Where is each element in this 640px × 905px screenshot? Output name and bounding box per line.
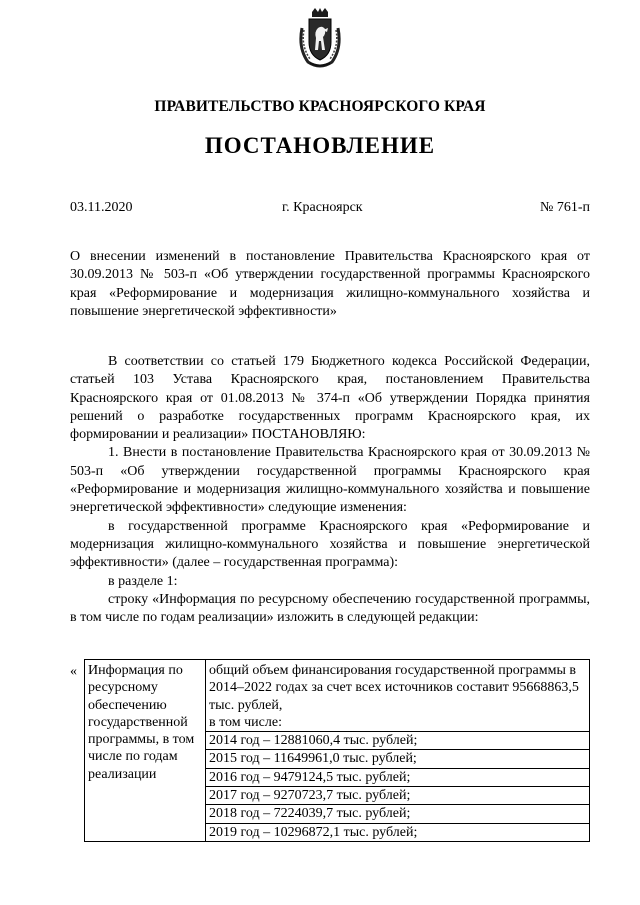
table-year-line: 2017 год – 9270723,7 тыс. рублей;: [206, 786, 589, 804]
table-year-line: 2016 год – 9479124,5 тыс. рублей;: [206, 768, 589, 786]
body-paragraph: в разделе 1:: [108, 573, 178, 589]
document-title: О внесении изменений в постановление Правительства Красноярского края от 30.09.2013 № 503-п «Об утверждении государственной программы Красноярского края «Реформирование и модернизация жилищно-коммунального хозяйства и повышение энергетической эффективности»: [70, 249, 590, 319]
body-paragraph: В соответствии со статьей 179 Бюджетного кодекса Российской Федерации, статьей 103 Устава Красноярского края, постановлением Правительства Красноярского края от 01.08.2013 № 374-п «Об утверждении Порядка принятия решений о разработке государственных программ Красноярского края, их формировании и реализации» ПОСТАНОВЛЯЮ:: [70, 354, 590, 443]
table-including-line: в том числе:: [209, 714, 282, 730]
body-paragraph: в государственной программе Красноярского края «Реформирование и модернизация жилищно-коммунального хозяйства и повышение энергетической эффективности» (далее – государственная программа):: [70, 518, 590, 571]
table-value-cell: [206, 660, 590, 842]
table-total-line: общий объем финансирования государственной программы в 2014–2022 годах за счет всех источников составит 95668863,5 тыс. рублей,: [209, 663, 579, 713]
resource-table-wrapper: [70, 659, 590, 899]
document-body: [70, 353, 590, 627]
issuing-authority: ПРАВИТЕЛЬСТВО КРАСНОЯРСКОГО КРАЯ: [154, 98, 486, 115]
coat-of-arms-icon: [298, 8, 342, 68]
body-paragraph: 1. Внести в постановление Правительства Красноярского края от 30.09.2013 № 503-п «Об утверждении государственной программы Красноярского края «Реформирование и модернизация жилищно-коммунального хозяйства и повышение энергетической эффективности» следующие изменения:: [70, 445, 590, 516]
document-meta: [70, 200, 590, 218]
table-label-cell: Информация по ресурсному обеспечению государственной программы, в том числе по годам реализации: [85, 660, 206, 842]
table-year-line: 2018 год – 7224039,7 тыс. рублей;: [206, 804, 589, 822]
table-row: [85, 660, 590, 842]
document-type-heading: ПОСТАНОВЛЕНИЕ: [204, 133, 436, 158]
table-year-line: 2015 год – 11649961,0 тыс. рублей;: [206, 749, 589, 767]
table-year-line: 2019 год – 10296872,1 тыс. рублей;: [206, 823, 589, 841]
document-date: 03.11.2020: [70, 200, 133, 215]
document-number: № 761-п: [539, 200, 590, 215]
resource-info-table: [84, 659, 590, 842]
table-year-line: 2014 год – 12881060,4 тыс. рублей;: [206, 731, 589, 749]
opening-quote: «: [70, 664, 77, 679]
body-paragraph: строку «Информация по ресурсному обеспечению государственной программы, в том числе по годам реализации» изложить в следующей редакции:: [70, 591, 590, 626]
document-city: г. Красноярск: [282, 200, 363, 215]
